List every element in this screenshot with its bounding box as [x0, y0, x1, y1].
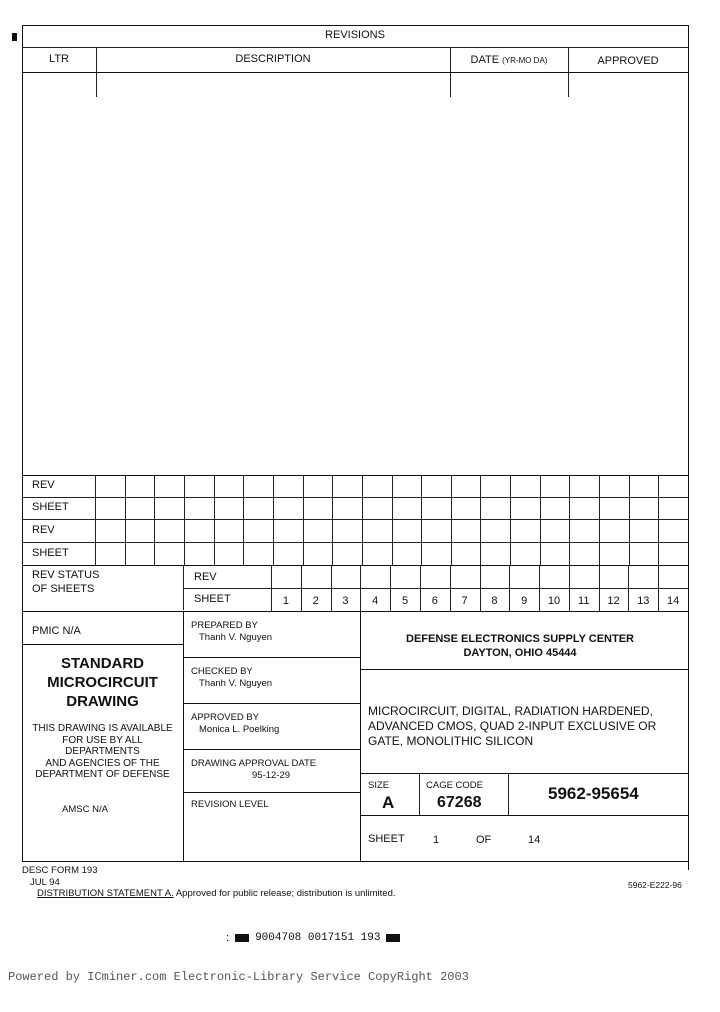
distribution-statement: [37, 888, 396, 899]
avail-line-1: THIS DRAWING IS AVAILABLE: [32, 723, 173, 734]
title-line-2: MICROCIRCUIT: [47, 674, 158, 691]
rev-grid-column: [629, 475, 630, 565]
sheet-number: 9: [521, 595, 528, 607]
prepared-by-label: PREPARED BY: [191, 620, 258, 631]
sheet-row-label: SHEET: [32, 547, 69, 559]
sheet-number: 4: [372, 595, 379, 607]
revisions-divider: [22, 47, 688, 48]
prepared-by-name: Thanh V. Nguyen: [199, 632, 273, 643]
title-line-1: STANDARD: [60, 655, 145, 672]
rev-row-line-1: [22, 497, 688, 498]
frame-bottom-line: [22, 861, 688, 862]
approval-date-value: 95-12-29: [252, 770, 291, 781]
size-divider: [419, 773, 420, 815]
sheet-number: 11: [578, 595, 590, 607]
rev-grid-column: [658, 475, 659, 565]
checked-by-label: CHECKED BY: [191, 666, 253, 677]
distribution-label: DISTRIBUTION STATEMENT A.: [37, 888, 174, 899]
of-label: OF: [476, 834, 492, 846]
col-description: DESCRIPTION: [235, 53, 311, 65]
rev-grid-column: [273, 475, 274, 565]
barcode-line: [226, 932, 400, 944]
barcode-text: 9004708 0017151 193: [255, 932, 381, 944]
desc-line: [360, 773, 688, 774]
form-date: JUL 94: [30, 877, 60, 888]
cage-code-label: CAGE CODE: [426, 780, 484, 791]
avail-line-3: DEPARTMENTS: [65, 746, 140, 757]
powered-by-footer: Powered by ICminer.com Electronic-Library Service CopyRight 2003: [8, 970, 469, 984]
approval-date-line: [183, 792, 360, 793]
availability-note: [22, 723, 183, 781]
checked-line: [183, 703, 360, 704]
barcode-colon: :: [226, 932, 230, 944]
rev-row-label: REV: [32, 524, 55, 536]
rev-grid-column: [540, 475, 541, 565]
rev-grid-column: [243, 475, 244, 565]
cage-divider: [508, 773, 509, 815]
size-label: SIZE: [368, 780, 390, 791]
sheet-number: 6: [431, 595, 438, 607]
form-number: DESC FORM 193: [22, 865, 98, 876]
approved-line: [183, 749, 360, 750]
approved-by-name: Monica L. Poelking: [199, 724, 280, 735]
sheet-number: 5: [401, 595, 409, 607]
sheet-number: 14: [666, 595, 680, 607]
rev-grid-column: [480, 475, 481, 565]
drawing-title: [22, 654, 183, 711]
of-sheets-label: OF SHEETS: [32, 583, 95, 595]
sheet-value: 1: [433, 834, 440, 846]
rev-status-label: REV STATUS: [32, 569, 100, 581]
amsc-label: AMSC N/A: [62, 804, 108, 815]
header-bottom-line: [22, 72, 688, 73]
rev-grid-column: [214, 475, 215, 565]
pmic-line: [22, 644, 183, 645]
sheet-row-label: SHEET: [32, 501, 69, 513]
desc-line-3: GATE, MONOLITHIC SILICON: [368, 734, 534, 748]
col-date-label: DATE: [470, 54, 500, 66]
rev-grid-column: [303, 475, 304, 565]
pmic-label: PMIC N/A: [32, 625, 81, 637]
rev-grid-column: [95, 475, 96, 565]
agency-name: DEFENSE ELECTRONICS SUPPLY CENTER: [406, 633, 634, 645]
frame-right-line: [688, 25, 689, 870]
sheet-number: 3: [342, 595, 349, 607]
sheet-label: SHEET: [368, 833, 405, 845]
approval-date-label: DRAWING APPROVAL DATE: [191, 758, 317, 769]
status-bottom-line: [22, 611, 688, 612]
sheet-number: 13: [637, 595, 650, 607]
rev-row-label: REV: [32, 479, 55, 491]
rev-row-line-3: [22, 542, 688, 543]
cage-code-value: 67268: [437, 794, 482, 811]
approved-by-label: APPROVED BY: [191, 712, 260, 723]
rev-table-top: [22, 475, 688, 476]
rev-grid-column: [421, 475, 422, 565]
corner-mark: [12, 33, 17, 41]
rev-grid-column: [599, 475, 600, 565]
sheet-number: 10: [547, 595, 561, 607]
rev-grid-column: [332, 475, 333, 565]
rev-grid-column: [362, 475, 363, 565]
drawing-number: 5962-95654: [548, 784, 639, 803]
rev-grid-column: [125, 475, 126, 565]
agency-line: [360, 669, 688, 670]
sheet-number: 7: [461, 595, 468, 607]
desc-line-1: MICROCIRCUIT, DIGITAL, RADIATION HARDENED,: [368, 704, 653, 718]
agency-block: [360, 632, 680, 660]
size-value: A: [382, 793, 395, 812]
desc-line-2: ADVANCED CMOS, QUAD 2-INPUT EXCLUSIVE OR: [368, 719, 657, 733]
avail-line-4: AND AGENCIES OF THE: [45, 757, 160, 769]
rev-grid-column: [569, 475, 570, 565]
sheet-number: 1: [282, 595, 289, 607]
col-approved: APPROVED: [597, 55, 659, 67]
title-line-3: DRAWING: [66, 693, 139, 710]
sheet-number: 2: [312, 595, 319, 607]
form-code: 5962-E222-96: [628, 880, 682, 890]
left-block-divider: [183, 611, 184, 861]
col-date: [450, 54, 568, 66]
avail-line-5: DEPARTMENT OF DEFENSE: [35, 769, 170, 780]
sheet-number: 8: [491, 595, 498, 607]
col-ltr: LTR: [49, 53, 69, 65]
avail-line-2: FOR USE BY ALL: [62, 734, 143, 746]
prepared-line: [183, 657, 360, 658]
distribution-text: Approved for public release; distribution is unlimited.: [175, 888, 396, 899]
agency-location: DAYTON, OHIO 45444: [463, 647, 577, 659]
rev-grid-column: [184, 475, 185, 565]
of-value: 14: [528, 834, 541, 846]
revision-level-label: REVISION LEVEL: [191, 799, 269, 810]
col-date-note: (YR-MO DA): [502, 56, 548, 65]
checked-by-name: Thanh V. Nguyen: [199, 678, 273, 689]
rev-grid-column: [451, 475, 452, 565]
rev-label: REV: [194, 571, 217, 583]
size-row-line: [360, 815, 688, 816]
rev-status-mid-line: [183, 588, 688, 589]
rev-grid-column: [510, 475, 511, 565]
sheet-label: SHEET: [194, 593, 231, 605]
rev-grid-column: [392, 475, 393, 565]
rev-row-line-4: [22, 565, 688, 566]
frame-top-line: [22, 25, 689, 26]
rev-row-line-2: [22, 519, 688, 520]
barcode-block-right: [386, 934, 400, 942]
revisions-heading: REVISIONS: [325, 29, 385, 41]
barcode-block-left: [235, 934, 249, 942]
part-description: [368, 704, 656, 749]
sheet-number: 12: [607, 595, 620, 607]
rev-grid-column: [154, 475, 155, 565]
